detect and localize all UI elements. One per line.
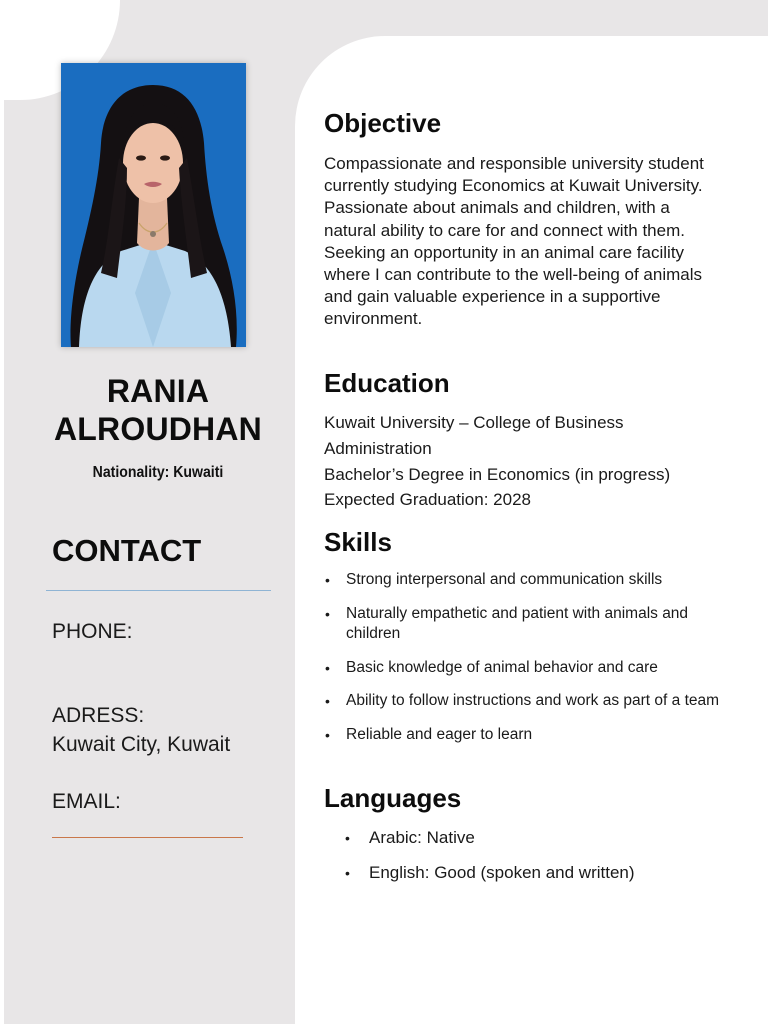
skill-item xyxy=(324,604,724,645)
languages-heading: Languages xyxy=(324,783,462,813)
skill-text: Reliable and eager to learn xyxy=(346,725,533,743)
bullet-icon: • xyxy=(345,830,350,846)
phone-label: PHONE: xyxy=(52,620,133,643)
skill-item xyxy=(324,725,724,746)
languages-list xyxy=(344,826,724,896)
bullet-icon: • xyxy=(325,572,330,588)
skill-text: Naturally empathetic and patient with animals and children xyxy=(346,604,689,642)
language-item xyxy=(344,861,724,885)
bullet-icon: • xyxy=(325,605,330,622)
last-name: ALROUDHAN xyxy=(53,411,262,447)
portrait-illustration xyxy=(61,63,246,347)
skill-text: Basic knowledge of animal behavior and care xyxy=(346,658,658,676)
education-line: Expected Graduation: 2028 xyxy=(324,490,531,509)
education-line: Kuwait University – College of Business xyxy=(324,413,624,432)
bullet-icon: • xyxy=(325,726,330,743)
email-divider xyxy=(52,837,243,838)
contact-divider xyxy=(46,590,271,591)
bullet-icon: • xyxy=(325,693,330,709)
skill-item xyxy=(324,570,724,591)
objective-text: Compassionate and responsible university student currently studying Economics at Kuwait University. Passionate about animals and children, with a natural ability to care for and connect with them. Seeking an opportunity in an animal care facility where I can contribute to the well-being of animals and gain valuable experience in a supportive environment. xyxy=(324,154,704,329)
education-heading: Education xyxy=(324,368,450,398)
address-label: ADRESS: xyxy=(52,704,145,727)
address-value: Kuwait City, Kuwait xyxy=(52,733,231,756)
objective-heading: Objective xyxy=(324,108,442,138)
decorative-edge xyxy=(0,90,4,1024)
language-text: English: Good (spoken and written) xyxy=(369,863,635,882)
skills-list xyxy=(324,570,724,758)
bullet-icon: • xyxy=(325,659,330,676)
skills-heading: Skills xyxy=(324,527,392,557)
bullet-icon: • xyxy=(345,865,350,881)
first-name: RANIA xyxy=(106,373,210,409)
education-line: Bachelor’s Degree in Economics (in progress) xyxy=(324,465,671,484)
skill-item xyxy=(324,691,724,712)
candidate-name xyxy=(40,372,276,448)
contact-heading: CONTACT xyxy=(52,533,202,568)
language-text: Arabic: Native xyxy=(369,828,475,847)
education-line: Administration xyxy=(324,439,432,458)
skill-text: Ability to follow instructions and work as part of a team xyxy=(346,692,720,709)
nationality: Nationality: Kuwaiti xyxy=(92,464,224,481)
skill-text: Strong interpersonal and communication skills xyxy=(346,571,663,588)
email-label: EMAIL: xyxy=(52,790,121,813)
profile-photo xyxy=(61,63,246,347)
language-item xyxy=(344,826,724,850)
skill-item xyxy=(324,658,724,679)
